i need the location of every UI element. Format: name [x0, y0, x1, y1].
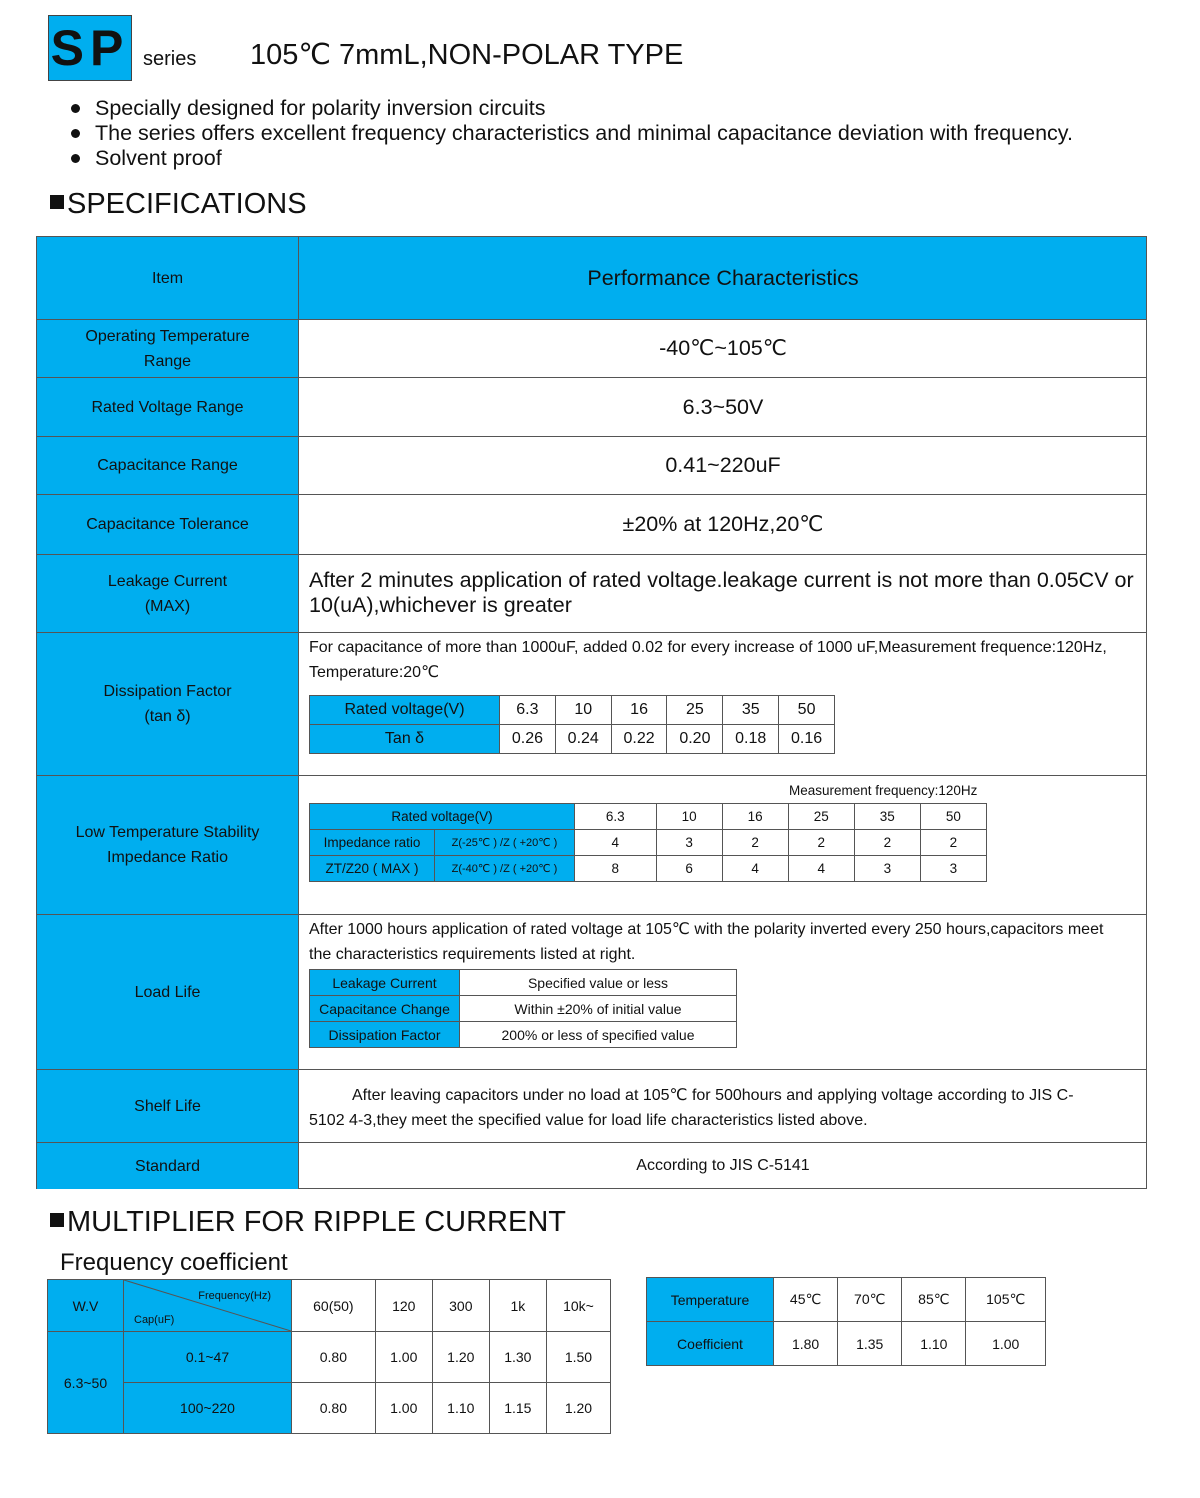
- ratio-cell: 3: [854, 856, 920, 882]
- coefficient-header: Coefficient: [647, 1322, 774, 1366]
- voltage-cell: 25: [788, 804, 854, 830]
- coefficient-cell: 0.80: [292, 1332, 376, 1383]
- feature-item: Solvent proof: [70, 146, 1073, 171]
- temperature-cell: 45℃: [774, 1278, 838, 1322]
- temperature-header: Temperature: [647, 1278, 774, 1322]
- temperature-cell: 85℃: [902, 1278, 966, 1322]
- condition-label: Z(-25℃ ) /Z ( +20℃ ): [435, 830, 575, 856]
- coefficient-cell: 1.00: [375, 1332, 432, 1383]
- tan-delta-cell: 0.26: [500, 725, 556, 754]
- voltage-cell: 16: [722, 804, 788, 830]
- operating-temperature-value: -40℃~105℃: [659, 336, 787, 360]
- voltage-cell: 10: [656, 804, 722, 830]
- ratio-cell: 4: [722, 856, 788, 882]
- ratio-cell: 2: [788, 830, 854, 856]
- tan-delta-cell: 0.24: [555, 725, 611, 754]
- row-label-dissipation-factor: Dissipation Factor (tan δ): [103, 683, 232, 725]
- row-label-standard: Standard: [135, 1157, 200, 1175]
- ratio-cell: 4: [575, 830, 657, 856]
- col-item-header: Item: [151, 269, 184, 287]
- coefficient-cell: 1.00: [375, 1383, 432, 1434]
- voltage-cell: 25: [667, 696, 723, 725]
- load-life-value: 200% or less of specified value: [460, 1022, 737, 1048]
- coefficient-cell: 1.20: [546, 1383, 610, 1434]
- coefficient-cell: 1.35: [838, 1322, 902, 1366]
- frequency-coefficient-table: [47, 1279, 611, 1434]
- row-label-load-life: Load Life: [134, 983, 201, 1001]
- load-life-value: Specified value or less: [460, 970, 737, 996]
- impedance-ratio-table: [309, 803, 987, 882]
- temperature-coefficient-table: [646, 1277, 1046, 1366]
- load-life-note: After 1000 hours application of rated voltage at 105℃ with the polarity inverted every 250 hours,capacitors meet the characteristics requirements listed at right.: [309, 921, 1104, 963]
- coefficient-cell: 0.80: [292, 1383, 376, 1434]
- wv-header: W.V: [48, 1280, 124, 1332]
- capacitance-range-value: 0.41~220uF: [665, 453, 781, 477]
- square-bullet-icon: [50, 1213, 64, 1227]
- frequency-cell: 1k: [489, 1280, 546, 1332]
- voltage-cell: 50: [920, 804, 986, 830]
- frequency-cell: 60(50): [292, 1280, 376, 1332]
- frequency-hz-label: Frequency(Hz): [198, 1290, 271, 1302]
- voltage-cell: 35: [723, 696, 779, 725]
- row-label-rated-voltage: Rated Voltage Range: [91, 398, 244, 416]
- rated-voltage-header: Rated voltage(V): [310, 804, 575, 830]
- row-label-shelf-life: Shelf Life: [134, 1097, 201, 1115]
- voltage-cell: 50: [779, 696, 835, 725]
- frequency-cell: 300: [432, 1280, 489, 1332]
- voltage-cell: 16: [611, 696, 667, 725]
- coefficient-cell: 1.10: [432, 1383, 489, 1434]
- temperature-cell: 70℃: [838, 1278, 902, 1322]
- load-life-table: [309, 969, 737, 1048]
- cap-range-cell: 100~220: [124, 1383, 292, 1434]
- row-label-capacitance-range: Capacitance Range: [97, 457, 238, 474]
- page-title: 105℃ 7mmL,NON-POLAR TYPE: [250, 39, 684, 71]
- voltage-cell: 6.3: [575, 804, 657, 830]
- ratio-cell: 2: [920, 830, 986, 856]
- row-label-low-temperature: Low Temperature Stability Impedance Ratio: [75, 824, 260, 866]
- coefficient-cell: 1.50: [546, 1332, 610, 1383]
- coefficient-cell: 1.15: [489, 1383, 546, 1434]
- coefficient-cell: 1.30: [489, 1332, 546, 1383]
- frequency-cell: 120: [375, 1280, 432, 1332]
- tan-delta-header: Tan δ: [310, 725, 500, 754]
- load-life-value: Within ±20% of initial value: [460, 996, 737, 1022]
- measurement-frequency-note: Measurement frequency:120Hz: [789, 783, 978, 798]
- ratio-cell: 2: [854, 830, 920, 856]
- ratio-cell: 3: [656, 830, 722, 856]
- ripple-heading: MULTIPLIER FOR RIPPLE CURRENT: [50, 1206, 566, 1239]
- frequency-cell: 10k~: [546, 1280, 610, 1332]
- load-life-key: Dissipation Factor: [310, 1022, 460, 1048]
- cap-uf-label: Cap(uF): [134, 1314, 175, 1326]
- dissipation-note: For capacitance of more than 1000uF, added 0.02 for every increase of 1000 uF,Measurement frequence:120Hz, Temperature:20℃: [309, 639, 1107, 681]
- ratio-cell: 2: [722, 830, 788, 856]
- series-logo: SP: [48, 15, 132, 81]
- tan-delta-cell: 0.20: [667, 725, 723, 754]
- temperature-cell: 105℃: [966, 1278, 1046, 1322]
- row-label-operating-temperature: Operating Temperature Range: [85, 327, 250, 370]
- load-life-key: Capacitance Change: [310, 996, 460, 1022]
- tan-delta-cell: 0.16: [779, 725, 835, 754]
- voltage-range-cell: 6.3~50: [48, 1332, 124, 1434]
- voltage-cell: 35: [854, 804, 920, 830]
- tan-delta-table: [309, 695, 835, 754]
- frequency-cap-header: [124, 1280, 292, 1332]
- standard-value: According to JIS C-5141: [636, 1157, 810, 1174]
- feature-item: Specially designed for polarity inversion circuits: [70, 96, 1073, 121]
- row-label-leakage-current: Leakage Current (MAX): [107, 572, 228, 615]
- condition-label: Z(-40℃ ) /Z ( +20℃ ): [435, 856, 575, 882]
- cap-range-cell: 0.1~47: [124, 1332, 292, 1383]
- leakage-current-value: After 2 minutes application of rated voltage.leakage current is not more than 0.05CV or 10(uA),whichever is greater: [309, 568, 1134, 617]
- ratio-cell: 4: [788, 856, 854, 882]
- tan-delta-cell: 0.22: [611, 725, 667, 754]
- col-performance-header: Performance Characteristics: [587, 265, 859, 290]
- coefficient-cell: 1.00: [966, 1322, 1046, 1366]
- feature-list: [70, 96, 1073, 171]
- ratio-cell: 3: [920, 856, 986, 882]
- row-label-capacitance-tolerance: Capacitance Tolerance: [86, 516, 249, 533]
- impedance-ratio-label: Impedance ratio: [310, 830, 435, 856]
- tan-delta-cell: 0.18: [723, 725, 779, 754]
- rated-voltage-header: Rated voltage(V): [310, 696, 500, 725]
- frequency-coefficient-heading: Frequency coefficient: [60, 1249, 288, 1276]
- series-label: series: [143, 48, 197, 70]
- ratio-cell: 6: [656, 856, 722, 882]
- feature-item: The series offers excellent frequency characteristics and minimal capacitance deviation with frequency.: [70, 121, 1073, 146]
- specifications-heading: SPECIFICATIONS: [50, 188, 307, 221]
- shelf-life-value: After leaving capacitors under no load at 105℃ for 500hours and applying voltage according to JIS C-5102 4-3,they meet the specified value for load life characteristics listed above.: [309, 1087, 1074, 1129]
- coefficient-cell: 1.80: [774, 1322, 838, 1366]
- coefficient-cell: 1.10: [902, 1322, 966, 1366]
- coefficient-cell: 1.20: [432, 1332, 489, 1383]
- rated-voltage-value: 6.3~50V: [682, 394, 764, 419]
- voltage-cell: 6.3: [500, 696, 556, 725]
- specifications-table: [36, 236, 1147, 1189]
- voltage-cell: 10: [555, 696, 611, 725]
- load-life-key: Leakage Current: [310, 970, 460, 996]
- zt-z20-label: ZT/Z20 ( MAX ): [310, 856, 435, 882]
- ratio-cell: 8: [575, 856, 657, 882]
- capacitance-tolerance-value: ±20% at 120Hz,20℃: [622, 512, 824, 536]
- square-bullet-icon: [50, 195, 64, 209]
